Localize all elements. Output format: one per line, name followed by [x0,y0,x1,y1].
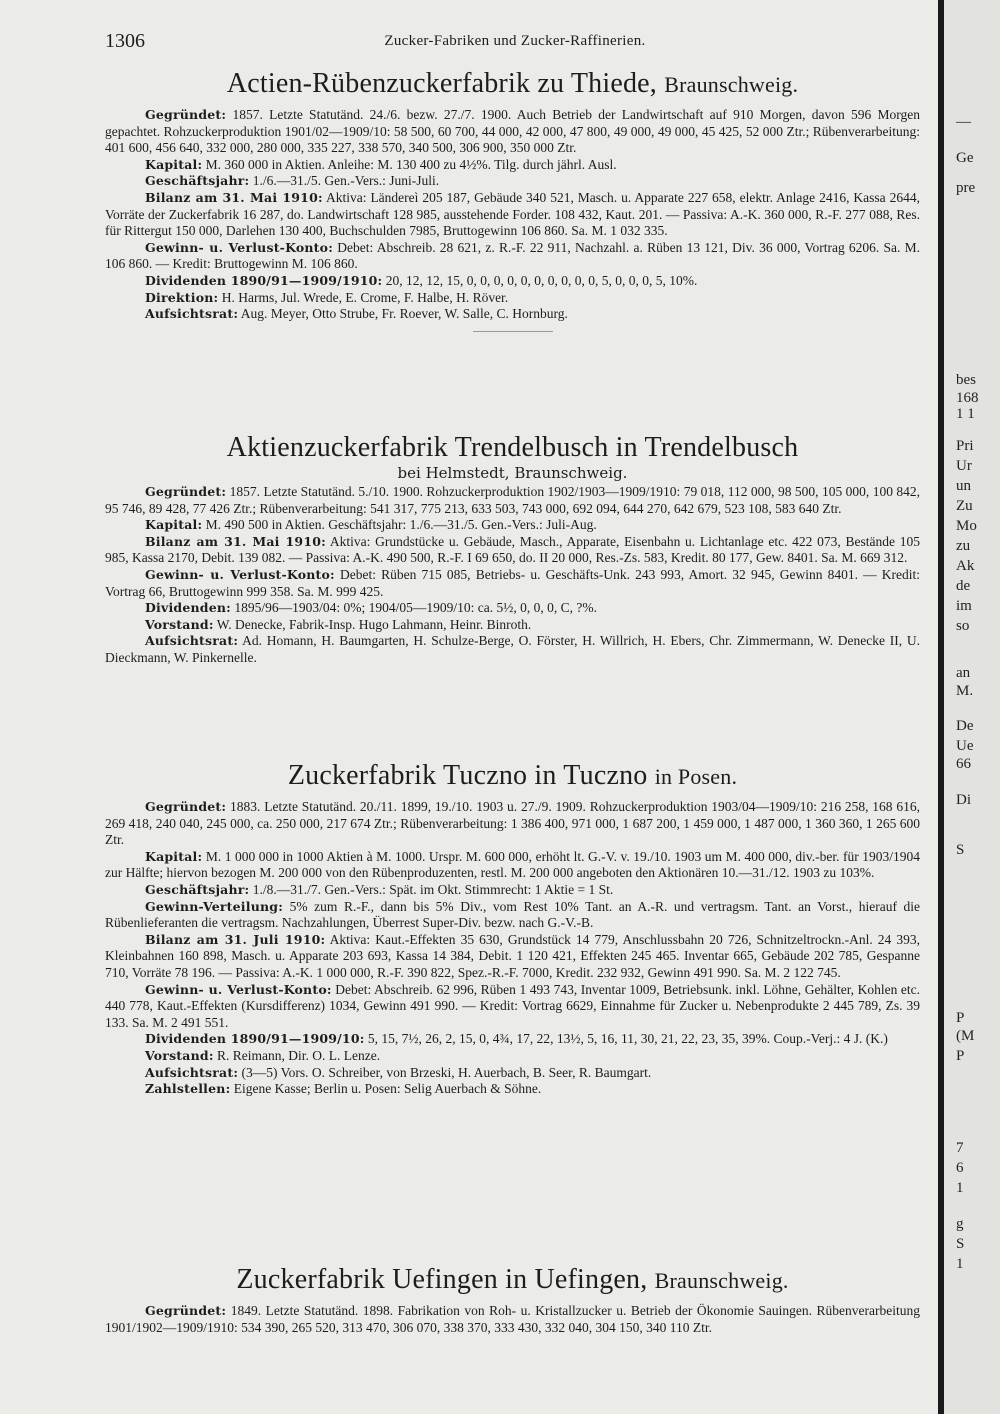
field-text: Aktiva: Ländereì 205 187, Gebäude 340 521, Masch. u. Apparate 227 658, elektr. Anlage 2416, Kassa 2644, Vorräte der Zuckerfabrik 16 287, do. Landwirtschaft 128 985, ausstehende Forder. 108 432, Kaut. 201. — Passiva: A.-K. 360 000, R.-F. 277 088, Res. für Rittergut 150 000, Darlehen 130 400, Buchschulden 7985, Bruttogewinn 106 860. Sa. M. 1 032 335. [105,189,920,239]
company-name: Actien-Rübenzuckerfabrik zu Thiede, [226,68,657,99]
field-text: W. Denecke, Fabrik-Insp. Hugo Lahmann, Heinr. Binroth. [216,616,532,632]
dividends-paragraph [105,1031,920,1048]
field-text: 1883. Letzte Statutänd. 20./11. 1899, 19./10. 1903 u. 27./9. 1909. Rohzuckerproduktion 1903/04—1909/10: 216 258, 168 616, 269 418, 240 040, 245 000, ca. 250 000, 217 674 Ztr.; Rübenverarbeitung: 1 386 400, 971 000, 1 687 200, 1 459 000, 1 487 000, 1 360 360, 1 265 600 Ztr. [105,799,920,848]
founded-paragraph [105,107,920,157]
field-label: Aufsichtsrat: [145,633,239,649]
field-label: Gewinn-Verteilung: [145,898,284,914]
running-title: Zucker-Fabriken und Zucker-Raffinerien. [384,33,646,49]
edge-fragment: (M [956,1028,975,1044]
edge-fragment: 1 [956,1180,964,1196]
edge-fragment: de [956,578,971,594]
field-text: 1857. Letzte Statutänd. 24./6. bezw. 27./7. 1900. Auch Betrieb der Landwirtschaft auf 910 Morgen, davon 596 Morgen gepachtet. Rohzuckerproduktion 1901/02—1909/10: 58 500, 60 700, 44 000, 42 000, 47 800, 49 000, 49 000, 45 425, 52 000 Ztr.; Rübenverarbeitung: 401 600, 456 640, 332 000, 280 000, 335 227, 338 570, 340 500, 306 900, 350 000 Ztr. [105,107,920,156]
entry-tuczno [105,760,920,1098]
edge-fragment: M. [956,683,974,699]
field-text: Eigene Kasse; Berlin u. Posen: Selig Auerbach & Söhne. [233,1081,542,1097]
edge-fragment: 1 [956,1256,964,1272]
edge-fragment: 6 [956,1160,964,1176]
capital-paragraph [105,157,920,174]
field-text: 20, 12, 12, 15, 0, 0, 0, 0, 0, 0, 0, 0, 0, 0, 5, 0, 0, 0, 5, 10%. [385,272,698,288]
entry-trendelbusch [105,432,920,667]
field-label: Gegründet: [145,799,227,814]
board-paragraph [105,1048,920,1065]
founded-paragraph [105,484,920,517]
edge-fragment: P [956,1010,965,1026]
supervisory-board-paragraph [105,306,920,323]
field-label: Zahlstellen: [145,1081,231,1097]
field-text: Aktiva: Kaut.-Effekten 35 630, Grundstück 14 779, Anschlussbahn 20 726, Schnitzeltrockn.-Anl. 24 393, Kleinbahnen 160 898, Masch. u. Apparate 203 693, Kassa 14 384, Debit. 1 120 421, Effekten 245 465. Inventar 665, Gebäude 202 785, Gespanne 710, Vorräte 78 196. — Passiva: A.-K. 1 000 000, R.-F. 390 822, Spez.-R.-F. 7000, Kredit. 232 932, Gewinn 491 990. Sa. M. 2 122 745. [105,931,920,980]
field-label: Dividenden 1890/91—1909/1910: [145,272,383,288]
entry-title [105,68,920,101]
company-name: Zuckerfabrik Uefingen in Uefingen, [236,1264,648,1295]
founded-paragraph [105,1303,920,1336]
edge-fragment: 7 [956,1140,964,1156]
field-label: Geschäftsjahr: [145,173,250,189]
supervisory-board-paragraph [105,1065,920,1082]
board-paragraph [105,617,920,634]
field-label: Geschäftsjahr: [145,881,250,897]
edge-fragment: Di [956,792,971,808]
edge-fragment: un [956,478,971,494]
profit-loss-paragraph [105,240,920,273]
edge-fragment: so [956,618,970,634]
edge-fragment: Ur [956,458,972,474]
field-text: 5, 15, 7½, 26, 2, 15, 0, 4¾, 17, 22, 13½, 5, 16, 11, 30, 21, 22, 23, 35, 39%. Coup.-Verj.: 4 J. (K.) [367,1031,888,1047]
field-label: Vorstand: [145,616,214,632]
field-label: Bilanz am 31. Juli 1910: [145,931,326,947]
edge-fragment: Ak [956,558,975,574]
profit-loss-paragraph [105,982,920,1032]
field-label: Kapital: [145,517,203,533]
profit-distribution-paragraph [105,899,920,932]
field-text: 1849. Letzte Statutänd. 1898. Fabrikation von Roh- u. Kristallzucker u. Betrieb der Ökonomie Sauingen. Rübenverarbeitung 1901/1902—1909/1910: 534 390, 265 520, 313 470, 306 070, 338 370, 333 430, 332 040, 304 150, 340 110 Ztr. [105,1303,920,1335]
field-label: Aufsichtsrat: [145,1064,239,1080]
field-label: Gegründet: [145,107,227,122]
edge-fragment: im [956,598,972,614]
entry-title [105,760,920,793]
edge-fragment: 1 1 [956,406,975,422]
field-label: Direktion: [145,289,219,305]
dividends-paragraph [105,600,920,617]
edge-fragment: De [956,718,974,734]
capital-paragraph [105,517,920,534]
field-label: Gewinn- u. Verlust-Konto: [145,981,332,997]
field-text: 1./6.—31./5. Gen.-Vers.: Juni-Juli. [252,173,440,189]
edge-fragment: 168 [956,390,979,406]
founded-paragraph [105,799,920,849]
field-label: Bilanz am 31. Mai 1910: [145,533,326,549]
edge-fragment: — [956,114,971,130]
edge-fragment: an [956,665,971,681]
fiscal-year-paragraph [105,882,920,899]
running-header [105,30,925,52]
company-location: Braunschweig. [664,72,799,97]
field-text: (3—5) Vors. O. Schreiber, von Brzeski, H. Auerbach, B. Seer, R. Baumgart. [241,1064,652,1080]
section-divider [473,331,553,332]
edge-fragment: zu [956,538,971,554]
field-label: Kapital: [145,848,203,864]
field-text: H. Harms, Jul. Wrede, E. Crome, F. Halbe, H. Röver. [221,289,509,305]
field-text: Aktiva: Grundstücke u. Gebäude, Masch., Apparate, Eisenbahn u. Lichtanlage etc. 422 073, Bestände 105 985, Kassa 2170, Debit. 139 082. — Passiva: A.-K. 490 500, R.-F. I 69 650, do. II 20 000, Res.-Zs. 583, Kredit. 80 177, Gew. 8401. Sa. M. 669 312. [105,533,920,566]
edge-fragment: Zu [956,498,973,514]
entry-uefingen [105,1264,920,1336]
edge-fragment: Pri [956,438,974,454]
profit-loss-paragraph [105,567,920,600]
field-text: M. 360 000 in Aktien. Anleihe: M. 130 400 zu 4½%. Tilg. durch jährl. Ausl. [205,156,617,172]
dividends-paragraph [105,273,920,290]
field-text: M. 1 000 000 in 1000 Aktien à M. 1000. Urspr. M. 600 000, erhöht lt. G.-V. v. 19./10. 1903 um M. 400 000, div.-ber. für 1903/1904 zur Hälfte; hiervon bezogen M. 200 000 von den Rübenproduzenten, restl. M. 200 000 angeboten den Aktionären 10.—31./12. 1903 zu 103%. [105,848,921,881]
edge-fragment: bes [956,372,976,388]
balance-paragraph [105,932,920,982]
field-label: Vorstand: [145,1047,214,1063]
paying-agents-paragraph [105,1081,920,1098]
field-label: Gewinn- u. Verlust-Konto: [145,239,334,255]
field-label: Bilanz am 31. Mai 1910: [145,189,323,205]
company-location: Braunschweig. [654,1268,789,1293]
edge-fragment: S [956,1236,965,1252]
adjacent-page-edge [944,0,1000,1414]
field-label: Dividenden: [145,600,231,616]
edge-fragment: Mo [956,518,977,534]
management-paragraph [105,290,920,307]
entry-title [105,432,920,464]
fiscal-year-paragraph [105,173,920,190]
entry-thiede [105,68,920,332]
field-label: Gegründet: [145,484,227,499]
edge-fragment: g [956,1216,964,1232]
edge-fragment: 66 [956,756,971,772]
field-text: Debet: Rüben 715 085, Betriebs- u. Geschäfts-Unk. 243 993, Amort. 32 945, Gewinn 8401. — Kredit: Vortrag 66, Bruttogewinn 999 358. Sa. M. 999 425. [105,566,921,599]
balance-paragraph [105,190,920,240]
field-label: Gegründet: [145,1303,227,1318]
field-label: Gewinn- u. Verlust-Konto: [145,566,335,582]
company-name: Aktienzuckerfabrik Trendelbusch in Trendelbusch [226,432,799,463]
entry-subtitle: bei Helmstedt, Braunschweig. [397,464,628,482]
company-name: Zuckerfabrik Tuczno in Tuczno [287,760,648,791]
edge-fragment: Ge [956,150,974,166]
edge-fragment: S [956,842,965,858]
field-text: 1895/96—1903/04: 0%; 1904/05—1909/10: ca. 5½, 0, 0, 0, C, ?%. [234,600,597,616]
field-label: Kapital: [145,156,203,172]
supervisory-board-paragraph [105,633,920,666]
balance-paragraph [105,534,920,567]
page-number: 1306 [105,30,145,52]
edge-fragment: P [956,1048,965,1064]
field-text: Debet: Abschreib. 62 996, Rüben 1 493 743, Inventar 1009, Betriebsunk. inkl. Löhne, Gehälter, Kohlen etc. 440 778, Kaut.-Effekten (Kursdifferenz) 1034, Gewinn 491 990. — Kredit: Vortrag 6629, Einnahme für Zucker u. Nebenprodukte 2 445 789, Zs. 39 133. Sa. M. 2 491 551. [105,981,920,1030]
edge-fragment: pre [956,180,976,196]
edge-fragment: Ue [956,738,974,754]
field-label: Dividenden 1890/91—1909/10: [145,1031,365,1047]
field-text: R. Reimann, Dir. O. L. Lenze. [217,1047,381,1063]
entry-title [105,1264,920,1297]
field-text: 5% zum R.-F., dann bis 5% Div., vom Rest 10% Tant. an A.-R. und vertragsm. Tant. an Vorst., hierauf die Rübenlieferanten die vertragsm. Nachzahlungen, Überrest Super-Div. bezw. nach G.-V.-B. [105,898,920,931]
field-text: M. 490 500 in Aktien. Geschäftsjahr: 1./6.—31./5. Gen.-Vers.: Juli-Aug. [205,517,597,533]
company-location: in Posen. [654,764,738,789]
field-text: 1./8.—31./7. Gen.-Vers.: Spät. im Okt. Stimmrecht: 1 Aktie = 1 St. [252,881,614,897]
field-text: 1857. Letzte Statutänd. 5./10. 1900. Rohzuckerproduktion 1902/1903—1909/1910: 79 018, 112 000, 98 500, 105 000, 100 842, 95 746, 89 428, 77 426 Ztr.; Rübenverarbeitung: 541 317, 775 213, 633 503, 743 000, 692 094, 644 270, 642 679, 523 108, 583 640 Ztr. [105,484,920,516]
field-text: Ad. Homann, H. Baumgarten, H. Schulze-Berge, O. Förster, H. Willrich, H. Ebers, Chr. Zimmermann, W. Denecke II, U. Dieckmann, W. Pinkernelle. [105,633,920,665]
field-label: Aufsichtsrat: [145,306,239,322]
field-text: Debet: Abschreib. 28 621, z. R.-F. 22 911, Nachzahl. a. Rüben 13 121, Div. 36 000, Vortrag 6206. Sa. M. 106 860. — Kredit: Bruttogewinn M. 106 860. [105,239,921,272]
capital-paragraph [105,849,920,882]
field-text: Aug. Meyer, Otto Strube, Fr. Roever, W. Salle, C. Hornburg. [240,306,568,322]
